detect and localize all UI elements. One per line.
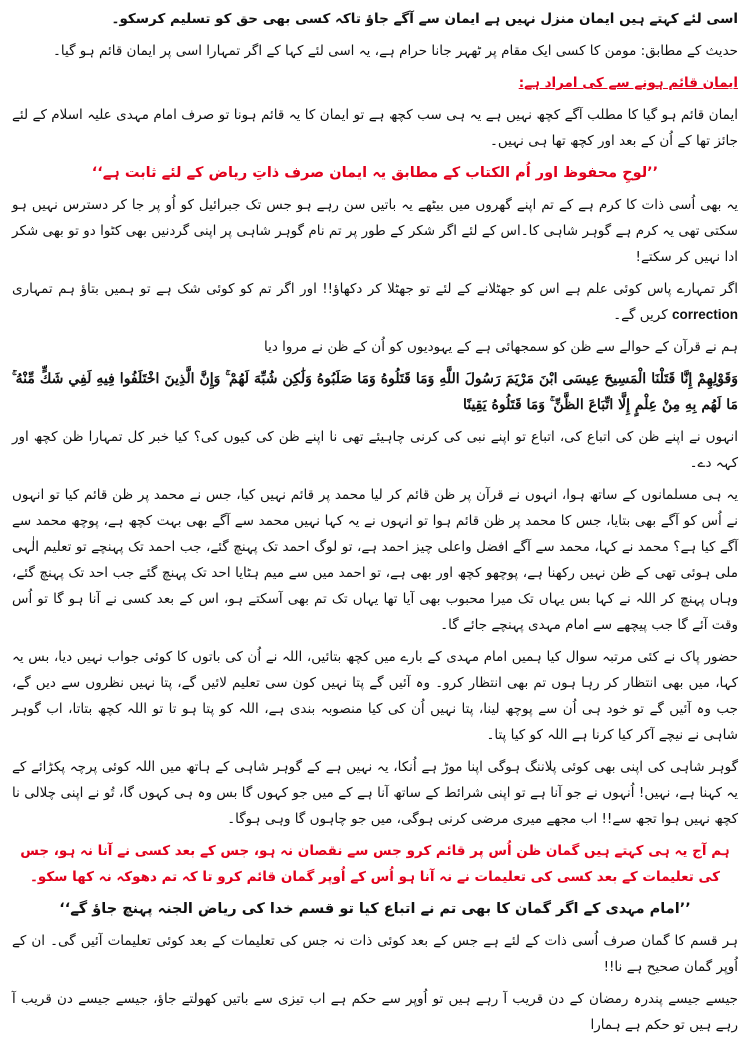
paragraph-gohar-shahi: گوہر شاہی کی اپنی بھی کوئی پلاننگ ہوگی اپنا موڑ ہے اُنکا، یہ نہیں ہے کے گوہر شاہی کے ہاتھ میں اللہ کوئی پرچہ پکڑائے کے یہ کہنا ہے، نہیں! اُنہوں نے جو آنا ہے تو اپنی شرائط کے ساتھ آنا ہے کے میں جو کہوں گا بس وہ ہی کہوں گا، تُو نے اپنی چلالی نا کچھ نہیں ہوا تجھ سے!! اب مجھے میری مرضی کرنی ہوگی، میں جو چاہوں گا وہی ہوگا۔ (12, 759, 738, 827)
section-heading: ایمان قائم ہونے سے کی امراد ہے: (518, 75, 738, 91)
paragraph-muslims: یہ ہی مسلمانوں کے ساتھ ہوا، انہوں نے قرآن پر ظن قائم کر لیا محمد پر قائم نہیں کیا، جس نے محمد پر ظن قائم کیا تو انہوں نے اُس کو آگے بھی بتایا، جس کا محمد پر ظن قائم ہوا تو انہوں نے یہ کہا نہیں محمد سے آگے بھی بہت کچھ ہے، پوچھ محمد سے آگے کیا ہے؟ محمد نے کہا، محمد سے آگے افضل واعلی چیز احمد ہے، تو لوگ احمد تک پہنچ گئے، جب احمد تک پہنچے تو تعلیم الٰہی ملی ہوئی تھی کے ظن نہیں رکھنا ہے، پوچھو کچھ اور بھی ہے، تو احمد میں سے میم ہٹایا احد تک پہنچ گئے جب احد تک پہنچ گئے، وہاں پہنچ کر اللہ نے کہا بس یہاں تک میرا محبوب بھی آیا تھا یہاں تک تم بھی آسکتے ہو، اس کے بعد کسی نے آنا ہو گا تو اُس وقت آئے گا جب پیچھے سے امام مہدی پہنچے جائے گا۔ (12, 487, 738, 633)
paragraph-har-qism: ہر قسم کا گمان صرف اُسی ذات کے لئے ہے جس کے بعد کوئی ذات نہ جس کی تعلیمات کے بعد کوئی تعلیمات آئیں گی۔ ان کے اُوپر گمان صحیح ہے نا!! (12, 933, 738, 975)
paragraph-huzoor: حضور پاک نے کئی مرتبہ سوال کیا ہمیں امام مہدی کے بارے میں کچھ بتائیں، اللہ نے اُن کی باتوں کا کوئی جواب نہیں دیا، بس یہ کہا، میں بھی انتظار کر رہا ہوں تم بھی انتظار کرو۔ وہ آئیں گے پتا نہیں کون سی تعلیم لائیں گے، پتا نہیں نظروں سے دیں گے، جب وہ آئیں گے تو خود ہی اُن سے پوچھ لینا، پتا نہیں اُن کی کیا منصوبہ بندی ہے، اللہ کو پتا ہو تا تو اللہ کچھ بتاتا، اب گوہر شاہی نے نیچے آکر کیا کرنا ہے اللہ کو کیا پتا۔ (12, 649, 738, 743)
paragraph-hadith: حدیث کے مطابق: مومن کا کسی ایک مقام پر ٹھہر جانا حرام ہے، یہ اسی لئے کہا کے اگر تمہارا اسی پر ایمان قائم ہو گیا۔ (52, 43, 738, 59)
correction-text-before: اگر تمہارے پاس کوئی علم ہے اس کو جھٹلانے کے لئے تو جھٹلا کر دکھاؤ!! اور اگر تم کو کوئی شک ہے تو ہمیں بتاؤ ہم تمہاری (12, 281, 738, 297)
paragraph-karam: یہ بھی اُسی ذات کا کرم ہے کے تم اپنے گھروں میں بیٹھے یہ باتیں سن رہے ہو جس تک جبرائیل کو اُو پر جا کر دسترس نہیں ہو سکتی تھی یہ کرم ہے گوہر شاہی کا۔اس کے لئے اگر شکر کے طور پر تم نام گوہر شاہی پر اپنی گردنیں بھی کٹوا دو تو بھی شکر ادا نہیں کر سکتے! (12, 197, 738, 265)
paragraph-quran-reference: ہم نے قرآن کے حوالے سے ظن کو سمجھائی ہے کے یہودیوں کو اُن کے ظن نے مروا دیا (263, 339, 738, 355)
quote-imam-mehdi: ’’امام مہدی کے اگر گمان کا بھی تم نے اتباع کیا تو قسم خدا کی ریاض الجنہ پہنچ جاؤ گے‘‘ (59, 901, 691, 917)
paragraph-correction (12, 276, 738, 328)
correction-text-after: کریں گے۔ (613, 307, 668, 323)
quote-lauh-mahfooz: ’’لوحِ محفوظ اور اُم الکتاب کے مطابق یہ ایمان صرف ذاتِ ریاض کے لئے ثابت ہے‘‘ (91, 165, 659, 181)
paragraph-guman-red: ہم آج یہ ہی کہتے ہیں گمان ظن اُس پر قائم کرو جس سے نقصان نہ ہو، جس کے بعد کسی نے آنا نہ ہو، جس کی تعلیمات کے بعد کسی کی تعلیمات نے نہ آنا ہو اُس کے اُوپر گمان قائم کرو تا کہ تم دھوکہ نہ کھا سکو۔ (20, 843, 730, 885)
paragraph-ittiba: انہوں نے اپنے ظن کی اتباع کی، اتباع تو اپنے نبی کی کرنی چاہیئے تھی نا اپنے ظن کی کیوں کی؟ کیا خبر کل تمہارا ظن کچھ اور کہہ دے۔ (12, 429, 738, 471)
paragraph-intro: اسی لئے کہتے ہیں ایمان منزل نہیں ہے ایمان سے آگے جاؤ تاکہ کسی بھی حق کو تسلیم کرسکو۔ (111, 11, 738, 27)
paragraph-iman: ایمان قائم ہو گیا کا مطلب آگے کچھ نہیں ہے یہ ہی سب کچھ ہے تو ایمان کا یہ قائم ہونا تو صرف امام مہدی علیہ اسلام کے لئے جائز تھا کے اُن کے بعد اور کچھ تھا ہی نہیں۔ (12, 107, 738, 149)
quran-verse: وَقَوْلِهِمْ إِنَّا قَتَلْنَا الْمَسِيحَ عِيسَى ابْنَ مَرْيَمَ رَسُولَ اللَّهِ وَمَا قَتَلُوهُ وَمَا صَلَبُوهُ وَلَٰكِن شُبِّهَ لَهُمْ ۚ وَإِنَّ الَّذِينَ اخْتَلَفُوا فِيهِ لَفِي شَكٍّ مِّنْهُ ۚ مَا لَهُم بِهِ مِنْ عِلْمٍ إِلَّا اتِّبَاعَ الظَّنِّ ۚ وَمَا قَتَلُوهُ يَقِينًا (12, 371, 738, 413)
paragraph-ramzan: جیسے جیسے پندرہ رمضان کے دن قریب آ رہے ہیں تو اُوپر سے حکم ہے اب تیزی سے باتیں کھولتے جاؤ، جیسے جیسے دن قریب آ رہے ہیں تو حکم ہے ہمارا (12, 991, 738, 1033)
correction-word: correction (671, 307, 738, 322)
